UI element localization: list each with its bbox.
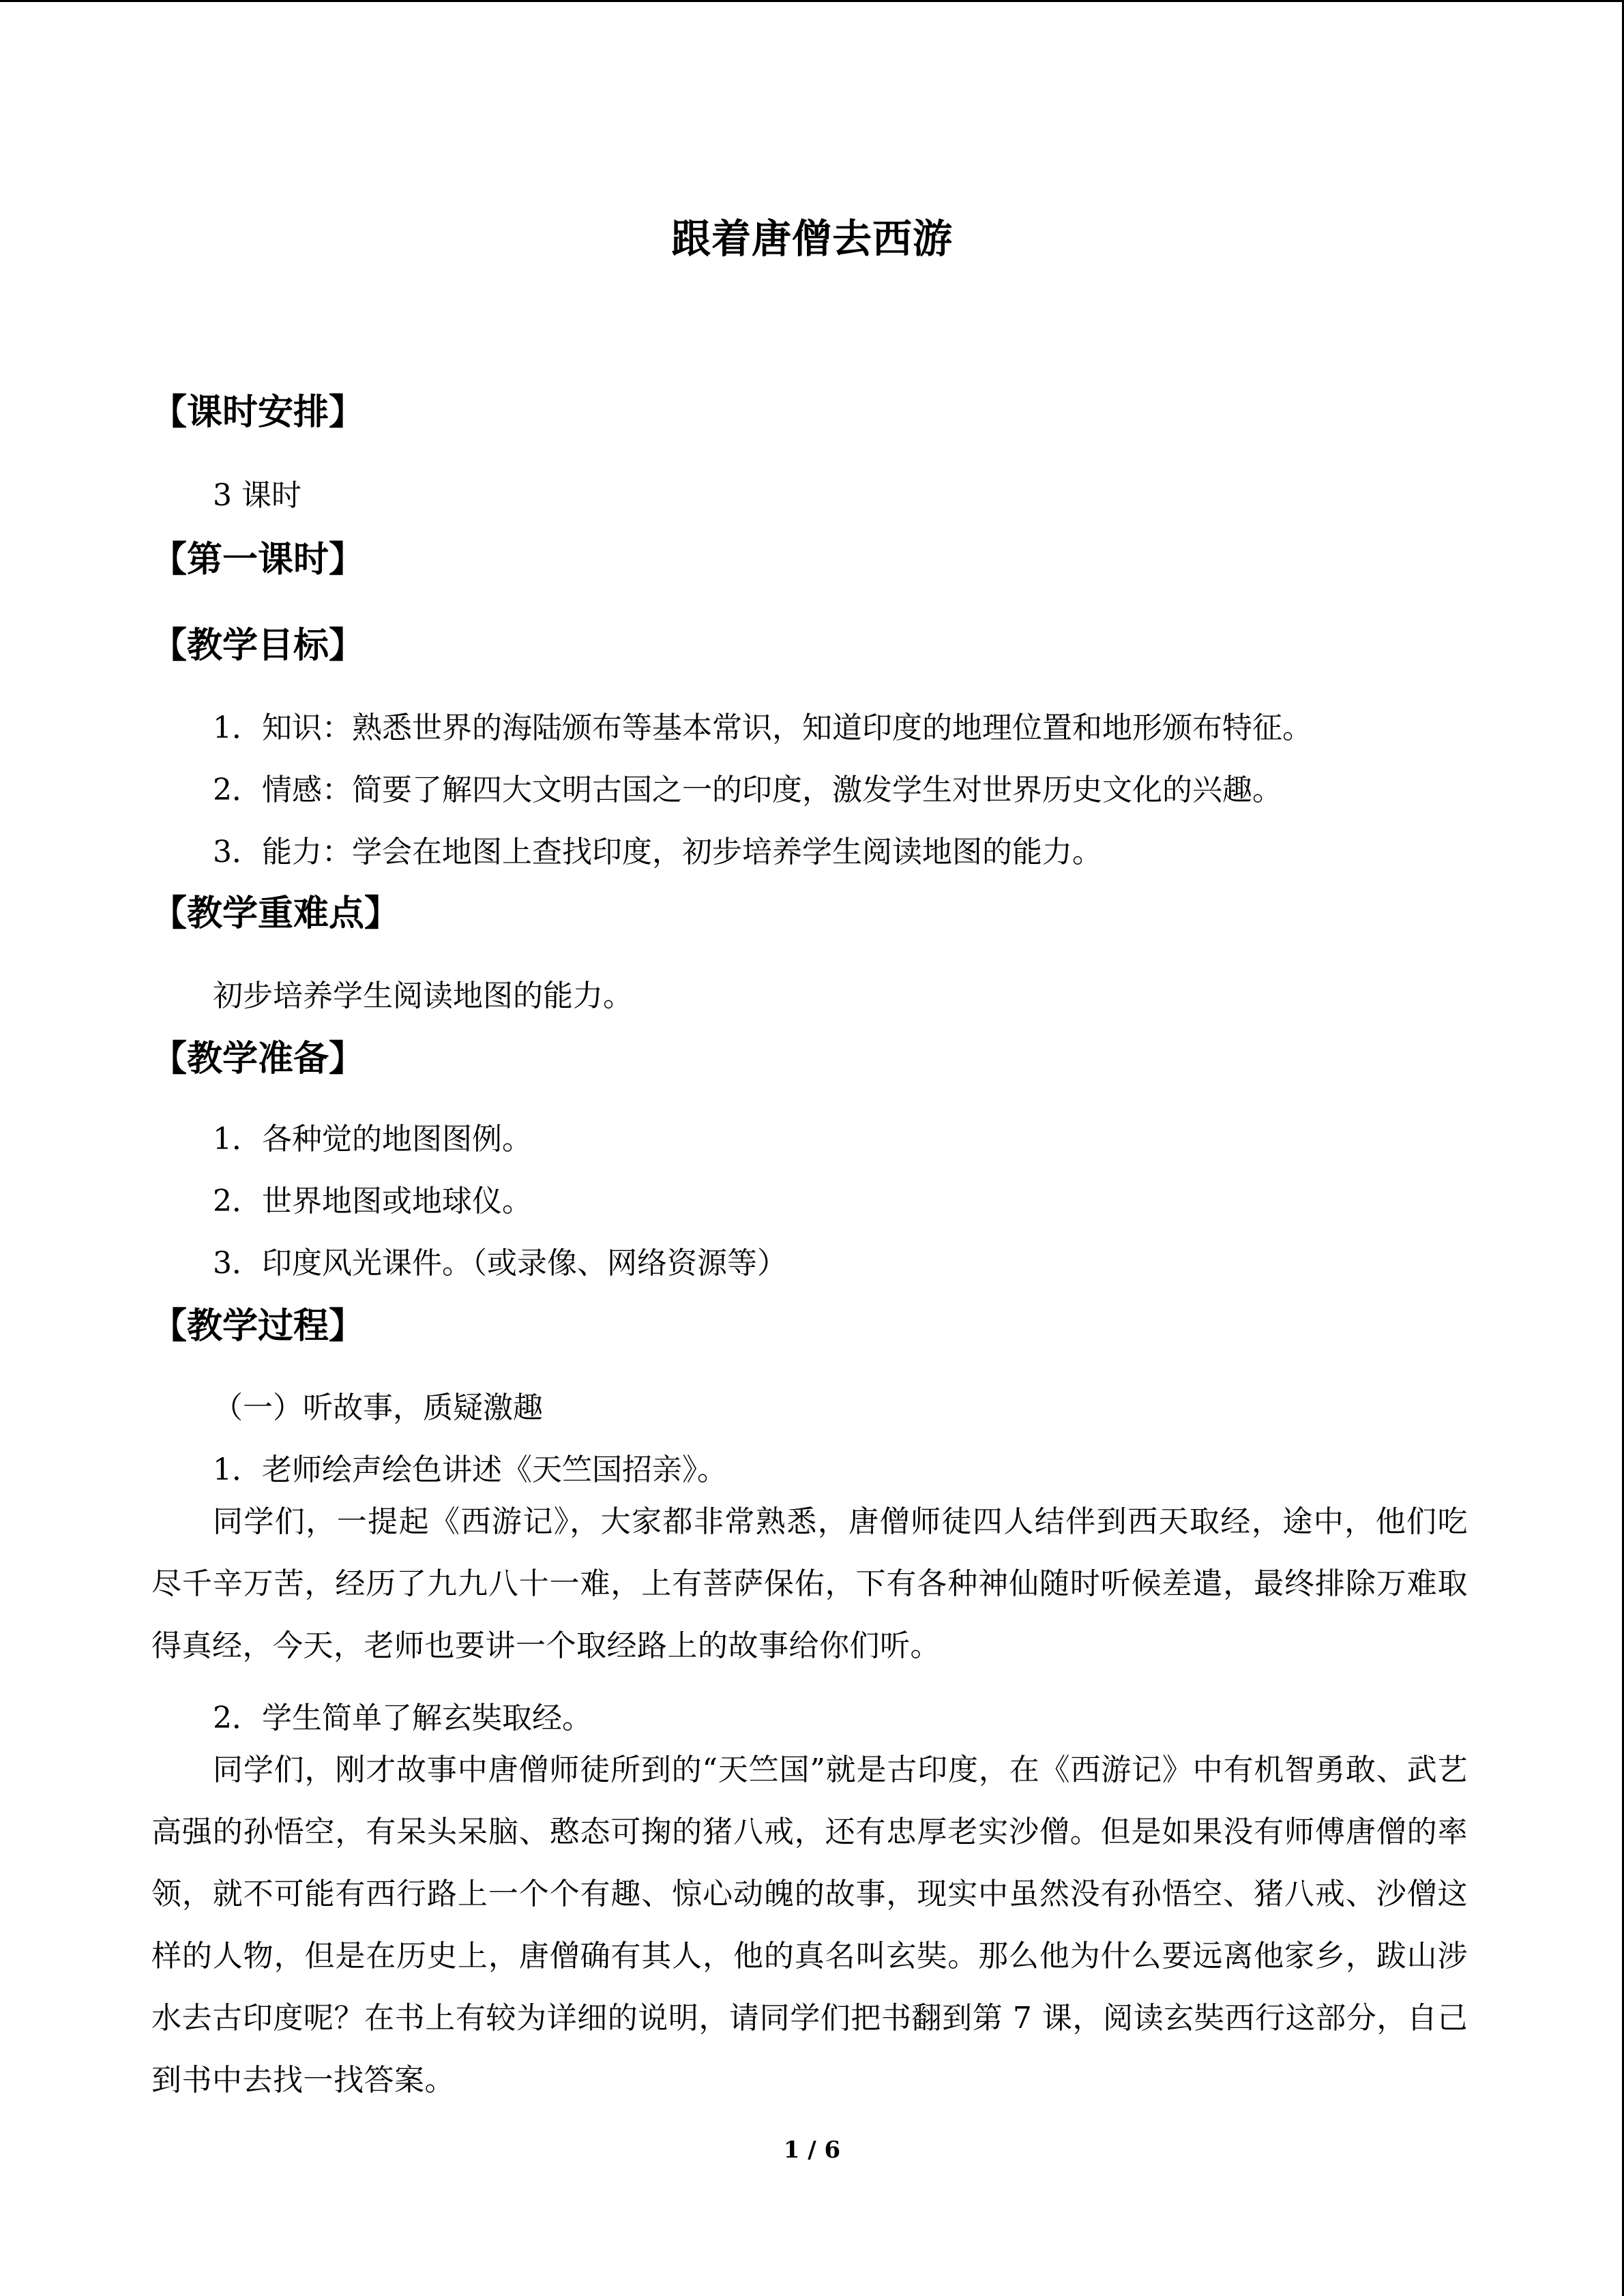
objective-item: 2．情感：简要了解四大文明古国之一的印度，激发学生对世界历史文化的兴趣。	[213, 773, 1282, 807]
process-paragraph: 同学们，一提起《西游记》，大家都非常熟悉，唐僧师徒四人结伴到西天取经，途中，他们吃尽千辛万苦，经历了九九八十一难，上有菩萨保佑，下有各种神仙随时听候差遣，最终排除万难取得真经，今天，老师也要讲一个取经路上的故事给你们听。	[151, 1504, 1468, 1663]
page-number: 1 / 6	[783, 2136, 841, 2164]
schedule-text: 3 课时	[213, 478, 301, 513]
process-item: 2．学生简单了解玄奘取经。	[213, 1701, 592, 1735]
heading-lesson1: 【第一课时】	[151, 539, 365, 580]
objective-item: 3．能力：学会在地图上查找印度，初步培养学生阅读地图的能力。	[213, 835, 1102, 869]
process-step: （一）听故事，质疑激趣	[213, 1390, 543, 1425]
heading-objectives: 【教学目标】	[151, 625, 365, 666]
process-paragraph: 同学们，刚才故事中唐僧师徒所到的“天竺国”就是古印度，在《西游记》中有机智勇敢、武艺高强的孙悟空，有呆头呆脑、憨态可掬的猪八戒，还有忠厚老实沙僧。但是如果没有师傅唐僧的率领，就不可能有西行路上一个个有趣、惊心动魄的故事，现实中虽然没有孙悟空、猪八戒、沙僧这样的人物，但是在历史上，唐僧确有其人，他的真名叫玄奘。那么他为什么要远离他家乡，跋山涉水去古印度呢？在书上有较为详细的说明，请同学们把书翻到第 7 课，阅读玄奘西行这部分，自己到书中去找一找答案。	[151, 1753, 1468, 2098]
heading-schedule: 【课时安排】	[151, 391, 365, 433]
heading-process: 【教学过程】	[151, 1305, 365, 1347]
heading-keypoints: 【教学重难点】	[151, 893, 400, 934]
preparation-item: 1．各种觉的地图图例。	[213, 1122, 532, 1157]
heading-preparation: 【教学准备】	[151, 1038, 365, 1079]
preparation-item: 3．印度风光课件。（或录像、网络资源等）	[213, 1246, 787, 1281]
page-border-top	[0, 0, 1624, 2]
process-item: 1．老师绘声绘色讲述《天竺国招亲》。	[213, 1452, 727, 1487]
objective-item: 1．知识：熟悉世界的海陆颁布等基本常识，知道印度的地理位置和地形颁布特征。	[213, 711, 1312, 745]
keypoints-text: 初步培养学生阅读地图的能力。	[213, 979, 633, 1013]
document-title: 跟着唐僧去西游	[670, 215, 953, 262]
preparation-item: 2．世界地图或地球仪。	[213, 1184, 532, 1219]
